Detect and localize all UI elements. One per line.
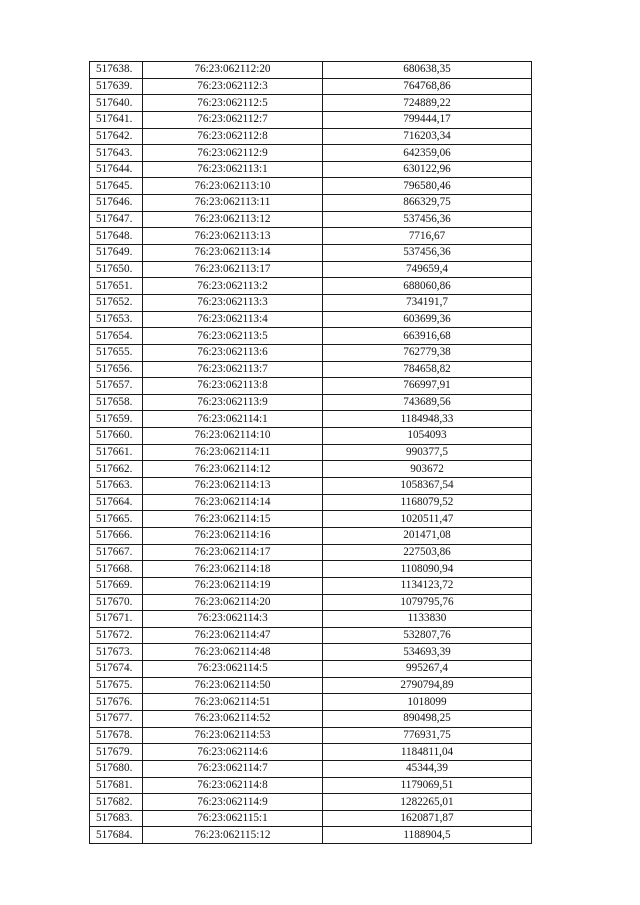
table-row <box>90 744 532 761</box>
row-number-cell: 517638. <box>90 62 143 79</box>
table-row <box>90 627 532 644</box>
cadastral-number-cell: 76:23:062113:17 <box>143 261 323 278</box>
cadastral-value-cell: 1054093 <box>323 428 532 445</box>
cadastral-value-cell: 1079795,76 <box>323 594 532 611</box>
table-row <box>90 710 532 727</box>
cadastral-value-cell: 534693,39 <box>323 644 532 661</box>
row-number-cell: 517680. <box>90 760 143 777</box>
row-number-cell: 517665. <box>90 511 143 528</box>
cadastral-value-cell: 1188904,5 <box>323 827 532 844</box>
row-number-cell: 517673. <box>90 644 143 661</box>
row-number-cell: 517664. <box>90 494 143 511</box>
table-row <box>90 511 532 528</box>
cadastral-number-cell: 76:23:062114:19 <box>143 577 323 594</box>
row-number-cell: 517672. <box>90 627 143 644</box>
row-number-cell: 517682. <box>90 794 143 811</box>
table-row <box>90 594 532 611</box>
row-number-cell: 517648. <box>90 228 143 245</box>
cadastral-number-cell: 76:23:062112:9 <box>143 145 323 162</box>
cadastral-value-cell: 1020511,47 <box>323 511 532 528</box>
row-number-cell: 517645. <box>90 178 143 195</box>
row-number-cell: 517658. <box>90 394 143 411</box>
row-number-cell: 517684. <box>90 827 143 844</box>
cadastral-value-cell: 1184811,04 <box>323 744 532 761</box>
cadastral-number-cell: 76:23:062114:5 <box>143 661 323 678</box>
cadastral-number-cell: 76:23:062114:8 <box>143 777 323 794</box>
cadastral-number-cell: 76:23:062114:18 <box>143 561 323 578</box>
cadastral-number-cell: 76:23:062112:20 <box>143 62 323 79</box>
cadastral-value-cell: 1134123,72 <box>323 577 532 594</box>
cadastral-number-cell: 76:23:062114:3 <box>143 611 323 628</box>
table-row <box>90 544 532 561</box>
row-number-cell: 517653. <box>90 311 143 328</box>
row-number-cell: 517659. <box>90 411 143 428</box>
cadastral-number-cell: 76:23:062112:3 <box>143 78 323 95</box>
row-number-cell: 517681. <box>90 777 143 794</box>
cadastral-value-cell: 537456,36 <box>323 211 532 228</box>
cadastral-number-cell: 76:23:062115:12 <box>143 827 323 844</box>
cadastral-value-cell: 532807,76 <box>323 627 532 644</box>
cadastral-number-cell: 76:23:062114:50 <box>143 677 323 694</box>
cadastral-number-cell: 76:23:062114:1 <box>143 411 323 428</box>
row-number-cell: 517667. <box>90 544 143 561</box>
row-number-cell: 517669. <box>90 577 143 594</box>
row-number-cell: 517683. <box>90 810 143 827</box>
row-number-cell: 517647. <box>90 211 143 228</box>
cadastral-value-cell: 743689,56 <box>323 394 532 411</box>
row-number-cell: 517641. <box>90 111 143 128</box>
row-number-cell: 517642. <box>90 128 143 145</box>
table-row <box>90 111 532 128</box>
cadastral-value-cell: 201471,08 <box>323 527 532 544</box>
cadastral-value-cell: 1133830 <box>323 611 532 628</box>
table-body <box>90 62 532 844</box>
cadastral-value-cell: 890498,25 <box>323 710 532 727</box>
row-number-cell: 517644. <box>90 161 143 178</box>
cadastral-number-cell: 76:23:062114:17 <box>143 544 323 561</box>
cadastral-number-cell: 76:23:062114:6 <box>143 744 323 761</box>
cadastral-number-cell: 76:23:062113:7 <box>143 361 323 378</box>
cadastral-number-cell: 76:23:062114:13 <box>143 478 323 495</box>
cadastral-number-cell: 76:23:062114:47 <box>143 627 323 644</box>
table-row <box>90 760 532 777</box>
table-row <box>90 145 532 162</box>
row-number-cell: 517670. <box>90 594 143 611</box>
cadastral-number-cell: 76:23:062113:4 <box>143 311 323 328</box>
table-row <box>90 78 532 95</box>
cadastral-value-cell: 716203,34 <box>323 128 532 145</box>
cadastral-number-cell: 76:23:062114:16 <box>143 527 323 544</box>
row-number-cell: 517655. <box>90 344 143 361</box>
cadastral-number-cell: 76:23:062113:2 <box>143 278 323 295</box>
table-row <box>90 527 532 544</box>
table-row <box>90 577 532 594</box>
table-row <box>90 128 532 145</box>
cadastral-value-cell: 1620871,87 <box>323 810 532 827</box>
cadastral-value-cell: 796580,46 <box>323 178 532 195</box>
cadastral-value-cell: 1168079,52 <box>323 494 532 511</box>
row-number-cell: 517675. <box>90 677 143 694</box>
cadastral-number-cell: 76:23:062114:52 <box>143 710 323 727</box>
cadastral-number-cell: 76:23:062113:8 <box>143 378 323 395</box>
cadastral-number-cell: 76:23:062113:10 <box>143 178 323 195</box>
row-number-cell: 517652. <box>90 294 143 311</box>
table-row <box>90 444 532 461</box>
table-row <box>90 394 532 411</box>
cadastral-value-cell: 766997,91 <box>323 378 532 395</box>
row-number-cell: 517660. <box>90 428 143 445</box>
cadastral-value-cell: 724889,22 <box>323 95 532 112</box>
table-row <box>90 478 532 495</box>
row-number-cell: 517646. <box>90 195 143 212</box>
table-row <box>90 261 532 278</box>
row-number-cell: 517639. <box>90 78 143 95</box>
table-row <box>90 694 532 711</box>
cadastral-value-cell: 776931,75 <box>323 727 532 744</box>
cadastral-value-cell: 663916,68 <box>323 328 532 345</box>
row-number-cell: 517679. <box>90 744 143 761</box>
row-number-cell: 517662. <box>90 461 143 478</box>
row-number-cell: 517643. <box>90 145 143 162</box>
cadastral-number-cell: 76:23:062113:5 <box>143 328 323 345</box>
cadastral-number-cell: 76:23:062114:11 <box>143 444 323 461</box>
cadastral-value-cell: 1108090,94 <box>323 561 532 578</box>
cadastral-value-cell: 7716,67 <box>323 228 532 245</box>
table-row <box>90 211 532 228</box>
table-row <box>90 561 532 578</box>
table-row <box>90 62 532 79</box>
cadastral-number-cell: 76:23:062113:14 <box>143 245 323 262</box>
cadastral-value-cell: 630122,96 <box>323 161 532 178</box>
cadastral-value-cell: 45344,39 <box>323 760 532 777</box>
table-row <box>90 278 532 295</box>
row-number-cell: 517661. <box>90 444 143 461</box>
cadastral-number-cell: 76:23:062112:5 <box>143 95 323 112</box>
table-row <box>90 95 532 112</box>
row-number-cell: 517656. <box>90 361 143 378</box>
cadastral-number-cell: 76:23:062113:9 <box>143 394 323 411</box>
cadastral-number-cell: 76:23:062114:12 <box>143 461 323 478</box>
row-number-cell: 517668. <box>90 561 143 578</box>
cadastral-value-cell: 866329,75 <box>323 195 532 212</box>
cadastral-number-cell: 76:23:062113:3 <box>143 294 323 311</box>
cadastral-value-cell: 903672 <box>323 461 532 478</box>
cadastral-value-cell: 642359,06 <box>323 145 532 162</box>
cadastral-value-table <box>89 61 532 844</box>
cadastral-value-cell: 227503,86 <box>323 544 532 561</box>
cadastral-number-cell: 76:23:062114:51 <box>143 694 323 711</box>
row-number-cell: 517671. <box>90 611 143 628</box>
row-number-cell: 517650. <box>90 261 143 278</box>
cadastral-number-cell: 76:23:062114:48 <box>143 644 323 661</box>
table-row <box>90 794 532 811</box>
cadastral-value-cell: 762779,38 <box>323 344 532 361</box>
table-row <box>90 378 532 395</box>
cadastral-number-cell: 76:23:062114:7 <box>143 760 323 777</box>
cadastral-number-cell: 76:23:062113:11 <box>143 195 323 212</box>
table-row <box>90 727 532 744</box>
row-number-cell: 517654. <box>90 328 143 345</box>
cadastral-number-cell: 76:23:062113:1 <box>143 161 323 178</box>
table-row <box>90 311 532 328</box>
cadastral-number-cell: 76:23:062115:1 <box>143 810 323 827</box>
cadastral-number-cell: 76:23:062113:6 <box>143 344 323 361</box>
cadastral-value-cell: 734191,7 <box>323 294 532 311</box>
cadastral-number-cell: 76:23:062114:14 <box>143 494 323 511</box>
row-number-cell: 517678. <box>90 727 143 744</box>
row-number-cell: 517663. <box>90 478 143 495</box>
table-row <box>90 461 532 478</box>
row-number-cell: 517674. <box>90 661 143 678</box>
cadastral-value-cell: 537456,36 <box>323 245 532 262</box>
cadastral-value-cell: 749659,4 <box>323 261 532 278</box>
table-row <box>90 178 532 195</box>
row-number-cell: 517651. <box>90 278 143 295</box>
table-row <box>90 494 532 511</box>
row-number-cell: 517649. <box>90 245 143 262</box>
row-number-cell: 517666. <box>90 527 143 544</box>
cadastral-number-cell: 76:23:062114:15 <box>143 511 323 528</box>
row-number-cell: 517677. <box>90 710 143 727</box>
table-row <box>90 644 532 661</box>
table-row <box>90 810 532 827</box>
cadastral-value-cell: 680638,35 <box>323 62 532 79</box>
cadastral-value-cell: 603699,36 <box>323 311 532 328</box>
cadastral-value-cell: 2790794,89 <box>323 677 532 694</box>
table-row <box>90 661 532 678</box>
cadastral-number-cell: 76:23:062113:13 <box>143 228 323 245</box>
table-row <box>90 344 532 361</box>
cadastral-value-cell: 1184948,33 <box>323 411 532 428</box>
table-row <box>90 611 532 628</box>
row-number-cell: 517657. <box>90 378 143 395</box>
cadastral-number-cell: 76:23:062112:8 <box>143 128 323 145</box>
cadastral-value-cell: 1058367,54 <box>323 478 532 495</box>
table-row <box>90 245 532 262</box>
cadastral-number-cell: 76:23:062114:10 <box>143 428 323 445</box>
table-row <box>90 827 532 844</box>
table-row <box>90 777 532 794</box>
table-row <box>90 228 532 245</box>
cadastral-number-cell: 76:23:062113:12 <box>143 211 323 228</box>
table-row <box>90 411 532 428</box>
table-row <box>90 161 532 178</box>
cadastral-number-cell: 76:23:062114:9 <box>143 794 323 811</box>
row-number-cell: 517640. <box>90 95 143 112</box>
table-row <box>90 428 532 445</box>
cadastral-number-cell: 76:23:062114:53 <box>143 727 323 744</box>
cadastral-value-cell: 1179069,51 <box>323 777 532 794</box>
cadastral-value-cell: 1282265,01 <box>323 794 532 811</box>
cadastral-value-cell: 1018099 <box>323 694 532 711</box>
cadastral-value-cell: 764768,86 <box>323 78 532 95</box>
cadastral-value-cell: 784658,82 <box>323 361 532 378</box>
cadastral-value-cell: 799444,17 <box>323 111 532 128</box>
table-row <box>90 328 532 345</box>
cadastral-number-cell: 76:23:062112:7 <box>143 111 323 128</box>
table-row <box>90 677 532 694</box>
cadastral-value-cell: 995267,4 <box>323 661 532 678</box>
table-row <box>90 361 532 378</box>
row-number-cell: 517676. <box>90 694 143 711</box>
cadastral-value-cell: 688060,86 <box>323 278 532 295</box>
cadastral-value-cell: 990377,5 <box>323 444 532 461</box>
cadastral-number-cell: 76:23:062114:20 <box>143 594 323 611</box>
table-row <box>90 195 532 212</box>
table-row <box>90 294 532 311</box>
